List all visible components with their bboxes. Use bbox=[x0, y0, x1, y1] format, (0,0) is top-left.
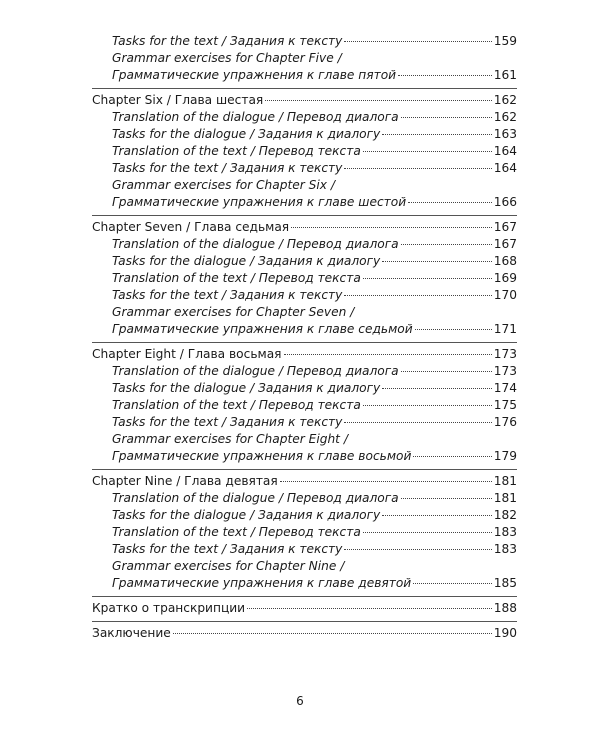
toc-entry[interactable] bbox=[92, 575, 517, 592]
toc-entry[interactable] bbox=[92, 397, 517, 414]
dot-leader bbox=[401, 498, 492, 499]
toc-entry-page: 174 bbox=[493, 381, 517, 395]
toc-entry[interactable] bbox=[92, 363, 517, 380]
dot-leader bbox=[344, 41, 491, 42]
toc-chapter-page: 190 bbox=[493, 626, 517, 640]
toc-entry[interactable] bbox=[92, 253, 517, 270]
toc-entry-title: Translation of the dialogue / Перевод диалога bbox=[112, 491, 399, 505]
toc-entry-title: Translation of the dialogue / Перевод диалога bbox=[112, 110, 399, 124]
toc-entry[interactable] bbox=[92, 270, 517, 287]
toc-chapter-title: Кратко о транскрипции bbox=[92, 601, 246, 615]
toc-entry-title: Tasks for the text / Задания к тексту bbox=[112, 542, 343, 556]
toc-entry[interactable] bbox=[92, 67, 517, 84]
toc-entry-page: 164 bbox=[493, 144, 517, 158]
toc-chapter-page: 173 bbox=[493, 347, 517, 361]
dot-leader bbox=[247, 608, 492, 609]
toc-entry-page: 159 bbox=[493, 34, 517, 48]
toc-entry[interactable] bbox=[92, 143, 517, 160]
dot-leader bbox=[344, 422, 491, 423]
dot-leader bbox=[363, 405, 492, 406]
toc-entry-title: Translation of the dialogue / Перевод диалога bbox=[112, 237, 399, 251]
toc-group bbox=[92, 342, 517, 469]
toc-entry-title: Грамматические упражнения к главе пятой bbox=[112, 68, 397, 82]
dot-leader bbox=[382, 515, 492, 516]
toc-entry[interactable] bbox=[92, 321, 517, 338]
toc-entry-page: 164 bbox=[493, 161, 517, 175]
toc-chapter-heading[interactable] bbox=[92, 219, 517, 236]
toc-chapter-page: 167 bbox=[493, 220, 517, 234]
toc-chapter-title: Заключение bbox=[92, 626, 171, 640]
toc-entry[interactable] bbox=[92, 109, 517, 126]
toc-chapter-heading[interactable] bbox=[92, 473, 517, 490]
toc-entry-title: Translation of the dialogue / Перевод диалога bbox=[112, 364, 399, 378]
toc-entry-page: 169 bbox=[493, 271, 517, 285]
toc-entry-title-line1: Grammar exercises for Chapter Nine / bbox=[112, 559, 345, 573]
toc-chapter-page: 188 bbox=[493, 601, 517, 615]
toc-entry[interactable] bbox=[92, 541, 517, 558]
toc-chapter-heading[interactable] bbox=[92, 346, 517, 363]
toc-entry-title: Tasks for the text / Задания к тексту bbox=[112, 415, 343, 429]
toc-entry-page: 183 bbox=[493, 525, 517, 539]
toc-entry-title: Грамматические упражнения к главе девятой bbox=[112, 576, 412, 590]
dot-leader bbox=[401, 117, 492, 118]
toc-group bbox=[92, 88, 517, 215]
toc-entry-page: 166 bbox=[493, 195, 517, 209]
toc-entry-title: Грамматические упражнения к главе восьмой bbox=[112, 449, 412, 463]
toc-entry[interactable] bbox=[92, 414, 517, 431]
toc-entry-page: 171 bbox=[493, 322, 517, 336]
toc-entry-title: Translation of the text / Перевод текста bbox=[112, 525, 361, 539]
dot-leader bbox=[382, 134, 492, 135]
page-number: 6 bbox=[296, 694, 304, 708]
toc-entry-title-line1: Grammar exercises for Chapter Five / bbox=[112, 51, 342, 65]
toc-chapter-heading[interactable] bbox=[92, 625, 517, 642]
dot-leader bbox=[284, 354, 492, 355]
toc-entry-title-line1: Grammar exercises for Chapter Seven / bbox=[112, 305, 355, 319]
dot-leader bbox=[173, 633, 492, 634]
table-of-contents bbox=[92, 30, 517, 646]
toc-entry-page: 175 bbox=[493, 398, 517, 412]
toc-entry-title: Tasks for the dialogue / Задания к диалогу bbox=[112, 508, 381, 522]
toc-entry-title: Tasks for the dialogue / Задания к диалогу bbox=[112, 381, 381, 395]
toc-entry[interactable] bbox=[92, 490, 517, 507]
toc-entry-page: 182 bbox=[493, 508, 517, 522]
toc-chapter-heading[interactable] bbox=[92, 92, 517, 109]
toc-entry-page: 179 bbox=[493, 449, 517, 463]
toc-entry[interactable] bbox=[92, 194, 517, 211]
toc-entry-title: Tasks for the text / Задания к тексту bbox=[112, 288, 343, 302]
toc-group bbox=[92, 596, 517, 621]
dot-leader bbox=[401, 371, 492, 372]
toc-group bbox=[92, 469, 517, 596]
dot-leader bbox=[344, 295, 491, 296]
toc-entry-title: Tasks for the text / Задания к тексту bbox=[112, 161, 343, 175]
toc-entry-title-line1: Grammar exercises for Chapter Eight / bbox=[112, 432, 348, 446]
toc-entry[interactable] bbox=[92, 236, 517, 253]
toc-chapter-heading[interactable] bbox=[92, 600, 517, 617]
toc-entry-title: Tasks for the dialogue / Задания к диалогу bbox=[112, 254, 381, 268]
toc-chapter-title: Chapter Eight / Глава восьмая bbox=[92, 347, 282, 361]
dot-leader bbox=[363, 278, 492, 279]
toc-entry-page: 173 bbox=[493, 364, 517, 378]
dot-leader bbox=[265, 100, 491, 101]
toc-entry-page: 161 bbox=[493, 68, 517, 82]
toc-entry-title: Tasks for the dialogue / Задания к диалогу bbox=[112, 127, 381, 141]
toc-chapter-title: Chapter Nine / Глава девятая bbox=[92, 474, 278, 488]
toc-entry-page: 181 bbox=[493, 491, 517, 505]
toc-entry[interactable] bbox=[92, 33, 517, 50]
toc-entry-page: 163 bbox=[493, 127, 517, 141]
dot-leader bbox=[382, 388, 492, 389]
toc-entry-title: Translation of the text / Перевод текста bbox=[112, 398, 361, 412]
toc-entry-page: 185 bbox=[493, 576, 517, 590]
dot-leader bbox=[398, 75, 492, 76]
toc-entry-title: Translation of the text / Перевод текста bbox=[112, 271, 361, 285]
toc-chapter-title: Chapter Seven / Глава седьмая bbox=[92, 220, 290, 234]
toc-group bbox=[92, 215, 517, 342]
toc-entry-title: Грамматические упражнения к главе седьмой bbox=[112, 322, 413, 336]
toc-entry-page: 167 bbox=[493, 237, 517, 251]
dot-leader bbox=[413, 456, 491, 457]
dot-leader bbox=[415, 329, 492, 330]
toc-entry-page: 162 bbox=[493, 110, 517, 124]
dot-leader bbox=[401, 244, 492, 245]
toc-entry[interactable] bbox=[92, 448, 517, 465]
dot-leader bbox=[408, 202, 492, 203]
toc-entry[interactable] bbox=[92, 524, 517, 541]
dot-leader bbox=[363, 151, 492, 152]
toc-chapter-title: Chapter Six / Глава шестая bbox=[92, 93, 264, 107]
toc-entry-title: Грамматические упражнения к главе шестой bbox=[112, 195, 407, 209]
toc-entry-title: Tasks for the text / Задания к тексту bbox=[112, 34, 343, 48]
dot-leader bbox=[413, 583, 492, 584]
toc-chapter-page: 162 bbox=[493, 93, 517, 107]
toc-entry[interactable] bbox=[92, 287, 517, 304]
toc-entry-title: Translation of the text / Перевод текста bbox=[112, 144, 361, 158]
dot-leader bbox=[280, 481, 492, 482]
toc-entry-page: 176 bbox=[493, 415, 517, 429]
dot-leader bbox=[344, 549, 491, 550]
toc-entry[interactable] bbox=[92, 380, 517, 397]
toc-entry[interactable] bbox=[92, 160, 517, 177]
toc-entry-page: 170 bbox=[493, 288, 517, 302]
toc-chapter-page: 181 bbox=[493, 474, 517, 488]
dot-leader bbox=[363, 532, 492, 533]
dot-leader bbox=[382, 261, 492, 262]
toc-entry-page: 168 bbox=[493, 254, 517, 268]
toc-group bbox=[92, 621, 517, 646]
toc-entry[interactable] bbox=[92, 507, 517, 524]
dot-leader bbox=[291, 227, 492, 228]
toc-entry-page: 183 bbox=[493, 542, 517, 556]
toc-entry-title-line1: Grammar exercises for Chapter Six / bbox=[112, 178, 335, 192]
dot-leader bbox=[344, 168, 491, 169]
toc-group bbox=[92, 30, 517, 88]
toc-entry[interactable] bbox=[92, 126, 517, 143]
